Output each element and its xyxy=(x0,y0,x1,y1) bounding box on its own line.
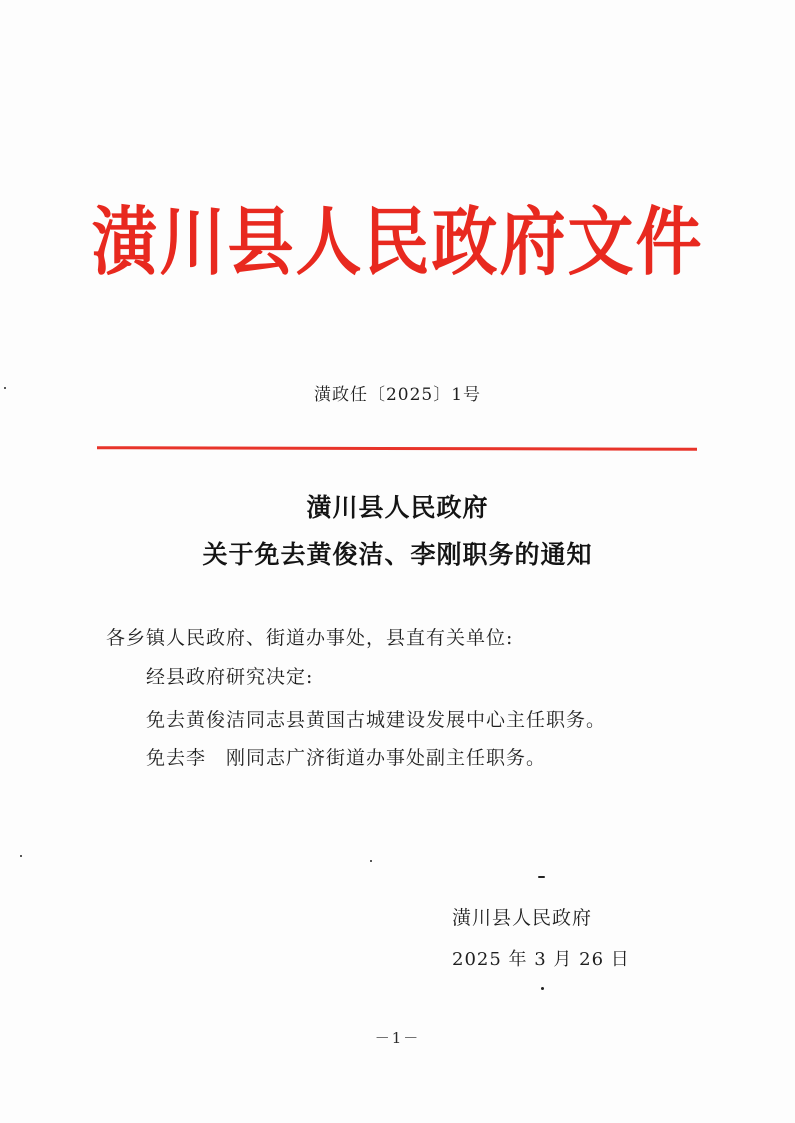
scan-speck xyxy=(4,387,6,389)
notice-title-line-1: 潢川县人民政府 xyxy=(306,493,489,522)
scan-speck xyxy=(20,855,22,857)
signature-date: 2025 年 3 月 26 日 xyxy=(452,949,630,970)
scan-speck xyxy=(370,860,372,862)
red-divider-line xyxy=(97,446,697,451)
page-number: －1－ xyxy=(374,1029,421,1047)
masthead-title: 潢川县人民政府文件 xyxy=(91,198,704,286)
scan-speck xyxy=(538,876,545,878)
body-paragraph-removal-2: 免去李 刚同志广济街道办事处副主任职务。 xyxy=(146,747,547,769)
body-paragraph-decision: 经县政府研究决定: xyxy=(146,666,314,688)
signature-organization: 潢川县人民政府 xyxy=(452,907,593,929)
addressee: 各乡镇人民政府、街道办事处，县直有关单位: xyxy=(106,627,514,649)
notice-title-line-2: 关于免去黄俊洁、李刚职务的通知 xyxy=(202,540,593,569)
document-number: 潢政任〔2025〕1号 xyxy=(313,385,482,405)
scan-speck xyxy=(541,987,544,990)
body-paragraph-removal-1: 免去黄俊洁同志县黄国古城建设发展中心主任职务。 xyxy=(146,709,607,731)
